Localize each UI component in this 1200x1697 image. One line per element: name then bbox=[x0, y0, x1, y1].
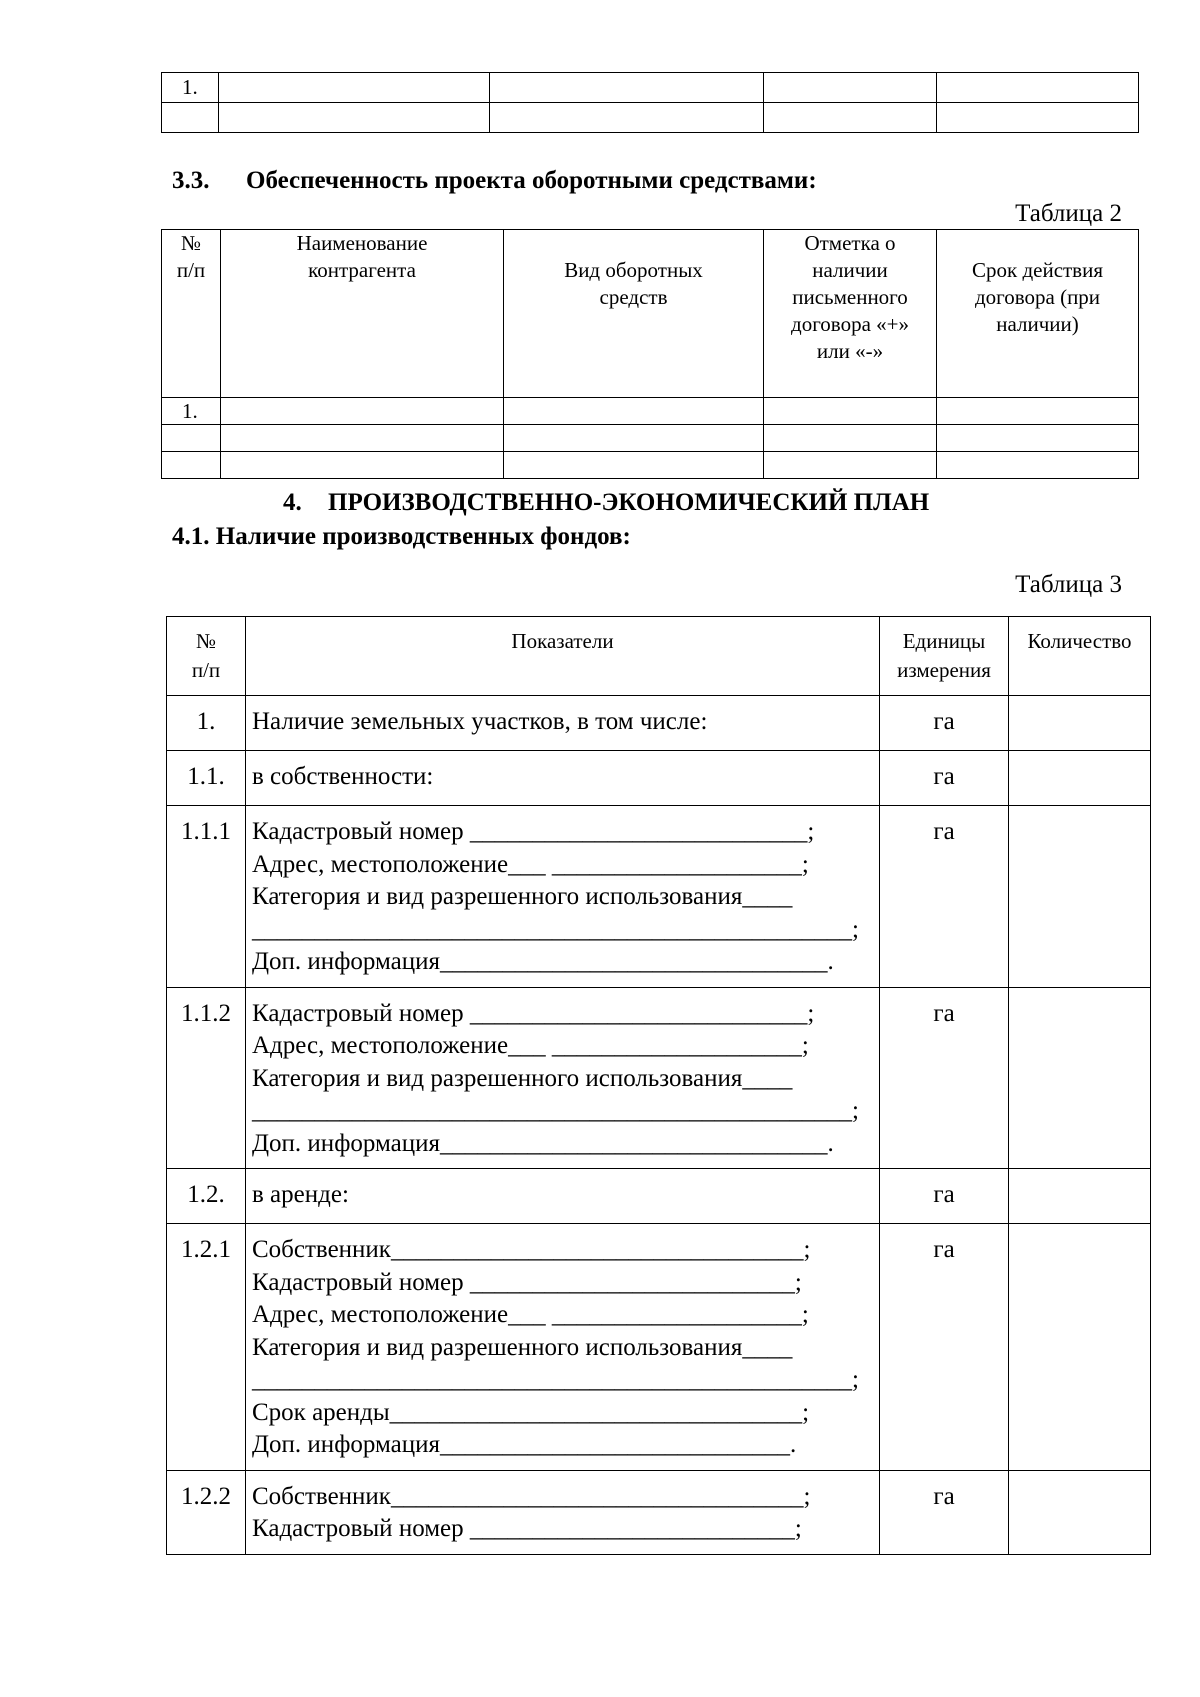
unit-cell: га bbox=[880, 751, 1009, 806]
table-cell bbox=[219, 73, 490, 103]
header-text-line: измерения bbox=[897, 658, 991, 682]
indicator-text-line: Кадастровый номер ___________________________; bbox=[252, 818, 815, 845]
indicator-cell bbox=[246, 1470, 880, 1554]
table-header-cell bbox=[764, 230, 937, 398]
table-row bbox=[167, 1169, 1151, 1224]
indicator-text-line: Доп. информация_______________________________. bbox=[252, 1129, 834, 1157]
table-cell bbox=[764, 425, 937, 452]
header-text-line: письменного bbox=[792, 285, 908, 309]
table-2-body bbox=[162, 230, 1139, 479]
table-cell: 1. bbox=[162, 73, 219, 103]
header-text-line: Единицы bbox=[902, 629, 986, 653]
table-row bbox=[162, 103, 1139, 133]
indicator-text-line: Кадастровый номер __________________________; bbox=[252, 1515, 802, 1542]
row-number: 1.1.2 bbox=[167, 987, 246, 1169]
row-number: 1.2. bbox=[167, 1169, 246, 1224]
header-text-line: Количество bbox=[1027, 629, 1132, 653]
table-header-cell bbox=[937, 230, 1139, 398]
row-number: 1.2.2 bbox=[167, 1470, 246, 1554]
table-3 bbox=[166, 616, 1151, 1555]
header-text-line: Вид оборотных bbox=[564, 258, 703, 282]
header-text-line: Наименование bbox=[296, 231, 428, 255]
header-text-line: Показатели bbox=[511, 629, 614, 653]
header-text-line: договора «+» bbox=[791, 312, 909, 336]
indicator-text-line: Адрес, местоположение___ ____________________; bbox=[252, 1301, 809, 1328]
indicator-cell bbox=[246, 1169, 880, 1224]
table-3-body bbox=[167, 617, 1151, 1555]
table-row bbox=[162, 398, 1139, 425]
header-text-line: п/п bbox=[191, 658, 221, 682]
header-text-line: Отметка о bbox=[804, 231, 896, 255]
table-row bbox=[162, 452, 1139, 479]
quantity-cell bbox=[1009, 1169, 1151, 1224]
header-text-line: или «-» bbox=[816, 339, 884, 363]
table-row bbox=[167, 751, 1151, 806]
table-row bbox=[167, 696, 1151, 751]
indicator-text-line: Собственник_________________________________; bbox=[252, 1236, 811, 1263]
indicator-text-line: ________________________________________________; bbox=[252, 1097, 859, 1124]
table-cell bbox=[937, 425, 1139, 452]
table-cell bbox=[162, 425, 221, 452]
indicator-text-line: Собственник_________________________________; bbox=[252, 1482, 811, 1510]
table-header-row bbox=[167, 617, 1151, 696]
unit-cell: га bbox=[880, 1470, 1009, 1554]
indicator-text-line: Категория и вид разрешенного использования____ bbox=[252, 883, 793, 910]
row-number: 1.1.1 bbox=[167, 806, 246, 988]
table-cell bbox=[764, 73, 937, 103]
table-header-cell bbox=[504, 230, 764, 398]
table-cell bbox=[221, 398, 504, 425]
table-cell bbox=[937, 452, 1139, 479]
unit-cell: га bbox=[880, 1169, 1009, 1224]
table-header-cell bbox=[221, 230, 504, 398]
table-cell bbox=[490, 73, 764, 103]
table-cell bbox=[764, 398, 937, 425]
table-2-caption: Таблица 2 bbox=[1015, 200, 1122, 227]
indicator-text-line: Доп. информация____________________________. bbox=[252, 1431, 797, 1458]
quantity-cell bbox=[1009, 751, 1151, 806]
quantity-cell bbox=[1009, 987, 1151, 1169]
indicator-cell bbox=[246, 751, 880, 806]
table-cell bbox=[764, 103, 937, 133]
table-cell bbox=[221, 452, 504, 479]
header-text-line: контрагента bbox=[308, 258, 416, 282]
indicator-text-line: Наличие земельных участков, в том числе: bbox=[252, 708, 708, 735]
row-number: 1. bbox=[167, 696, 246, 751]
indicator-text-line: Категория и вид разрешенного использования____ bbox=[252, 1333, 793, 1361]
table-cell bbox=[504, 425, 764, 452]
table-cell bbox=[490, 103, 764, 133]
unit-cell: га bbox=[880, 696, 1009, 751]
table-header-cell bbox=[162, 230, 221, 398]
table-cell bbox=[937, 103, 1139, 133]
indicator-text-line: Кадастровый номер __________________________; bbox=[252, 1268, 802, 1296]
table-row bbox=[162, 425, 1139, 452]
header-text-line: № bbox=[195, 629, 217, 653]
table-2 bbox=[161, 229, 1139, 479]
indicator-text-line: в аренде: bbox=[252, 1181, 349, 1208]
indicator-text-line: в собственности: bbox=[252, 763, 434, 790]
indicator-cell bbox=[246, 987, 880, 1169]
table-cell bbox=[937, 73, 1139, 103]
quantity-cell bbox=[1009, 696, 1151, 751]
indicator-text-line: Адрес, местоположение___ ____________________; bbox=[252, 1032, 809, 1059]
header-text-line: договора (при bbox=[974, 285, 1101, 309]
indicator-cell bbox=[246, 806, 880, 988]
section-4-1-title: 4.1. Наличие производственных фондов: bbox=[172, 523, 631, 550]
indicator-text-line: Категория и вид разрешенного использования____ bbox=[252, 1064, 793, 1092]
table-row bbox=[167, 1224, 1151, 1471]
indicator-text-line: Срок аренды_________________________________; bbox=[252, 1398, 810, 1426]
table-1-fragment bbox=[161, 72, 1139, 133]
header-text-line: Срок действия bbox=[971, 258, 1103, 282]
table-header-cell bbox=[880, 617, 1009, 696]
row-number: 1.2.1 bbox=[167, 1224, 246, 1471]
header-text-line: средств bbox=[599, 285, 668, 309]
indicator-cell bbox=[246, 1224, 880, 1471]
indicator-text-line: Доп. информация_______________________________. bbox=[252, 948, 834, 975]
indicator-text-line: ________________________________________________; bbox=[252, 915, 859, 943]
quantity-cell bbox=[1009, 1470, 1151, 1554]
table-row bbox=[167, 987, 1151, 1169]
unit-cell: га bbox=[880, 1224, 1009, 1471]
table-cell bbox=[764, 452, 937, 479]
table-row bbox=[167, 806, 1151, 988]
quantity-cell bbox=[1009, 1224, 1151, 1471]
table-header-cell bbox=[1009, 617, 1151, 696]
indicator-cell bbox=[246, 696, 880, 751]
table-header-row bbox=[162, 230, 1139, 398]
table-cell: 1. bbox=[162, 398, 221, 425]
indicator-text-line: Кадастровый номер ___________________________; bbox=[252, 999, 815, 1027]
unit-cell: га bbox=[880, 806, 1009, 988]
table-header-cell bbox=[246, 617, 880, 696]
header-text-line: № bbox=[180, 231, 202, 255]
row-number: 1.1. bbox=[167, 751, 246, 806]
section-3-3-number: 3.3. bbox=[172, 167, 210, 194]
section-4-number: 4. bbox=[283, 489, 302, 516]
table-3-caption: Таблица 3 bbox=[1015, 571, 1122, 598]
table-cell bbox=[937, 398, 1139, 425]
table-cell bbox=[162, 452, 221, 479]
header-text-line: наличии bbox=[812, 258, 888, 282]
table-cell bbox=[504, 452, 764, 479]
section-3-3-title: Обеспеченность проекта оборотными средствами: bbox=[246, 167, 817, 194]
table-row bbox=[167, 1470, 1151, 1554]
table-cell bbox=[221, 425, 504, 452]
header-text-line: наличии) bbox=[996, 312, 1079, 336]
table-row bbox=[162, 73, 1139, 103]
unit-cell: га bbox=[880, 987, 1009, 1169]
table-cell bbox=[219, 103, 490, 133]
indicator-text-line: ________________________________________________; bbox=[252, 1366, 859, 1393]
table-cell bbox=[162, 103, 219, 133]
header-text-line: п/п bbox=[176, 258, 206, 282]
table-1-body bbox=[162, 73, 1139, 133]
table-cell bbox=[504, 398, 764, 425]
section-4-title: ПРОИЗВОДСТВЕННО-ЭКОНОМИЧЕСКИЙ ПЛАН bbox=[328, 489, 930, 516]
quantity-cell bbox=[1009, 806, 1151, 988]
table-header-cell bbox=[167, 617, 246, 696]
indicator-text-line: Адрес, местоположение___ ____________________; bbox=[252, 850, 809, 878]
